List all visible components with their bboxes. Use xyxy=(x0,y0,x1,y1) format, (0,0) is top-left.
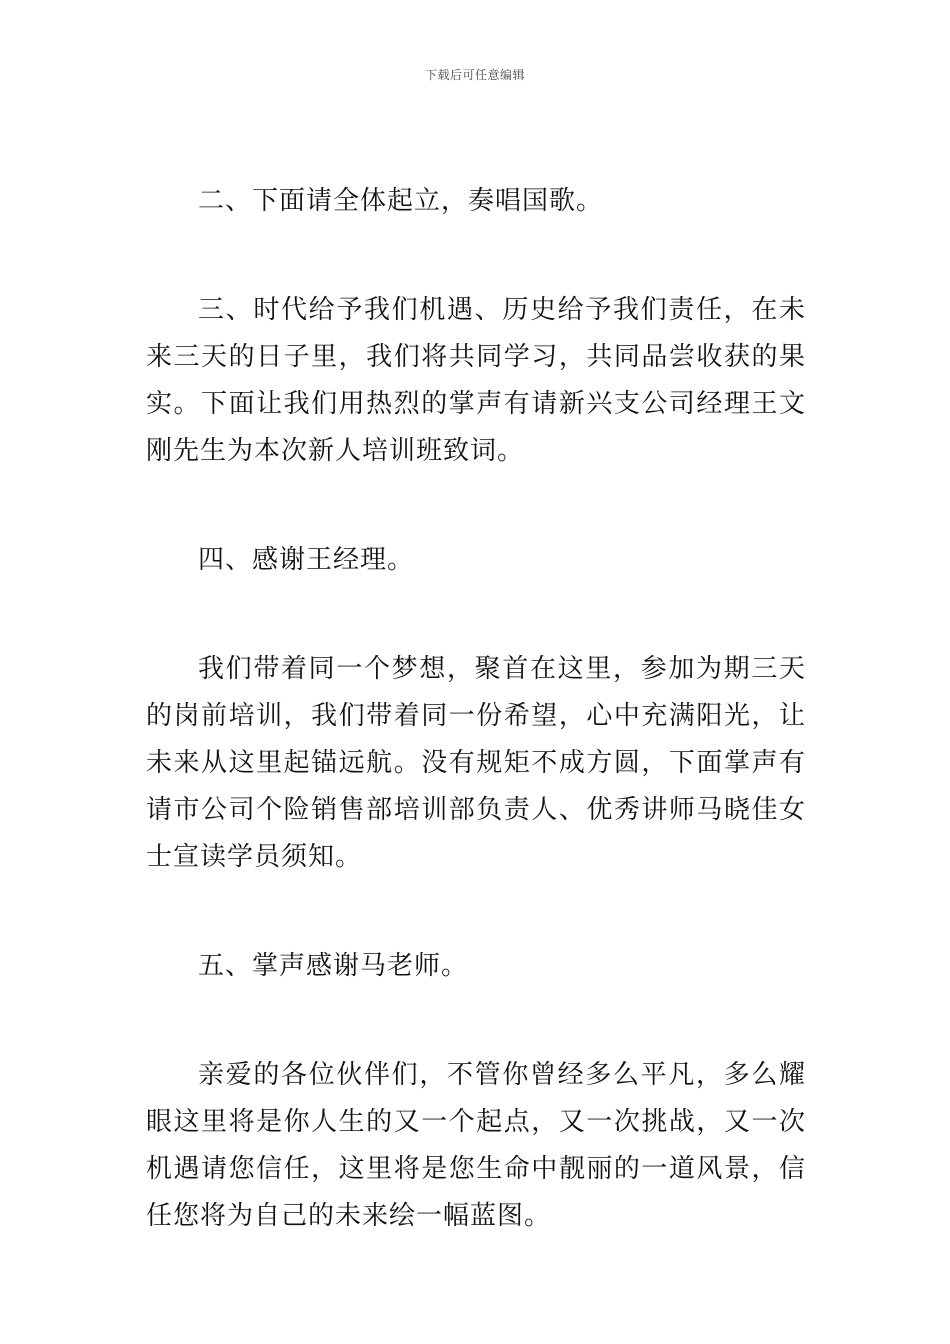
paragraph-thanks-manager: 四、感谢王经理。 xyxy=(198,545,415,575)
paragraph-manager-speech: 三、时代给予我们机遇、历史给予我们责任，在未来三天的日子里，我们将共同学习，共同品尝收获的果实。下面让我们用热烈的掌声有请新兴支公司经理王文刚先生为本次新人培训班致词。 xyxy=(146,295,806,466)
paragraph-training-intro: 我们带着同一个梦想，聚首在这里，参加为期三天的岗前培训，我们带着同一份希望，心中充满阳光，让未来从这里起锚远航。没有规矩不成方圆，下面掌声有请市公司个险销售部培训部负责人、优秀讲师马晓佳女士宣读学员须知。 xyxy=(146,654,806,872)
paragraph-thanks-teacher: 五、掌声感谢马老师。 xyxy=(198,951,469,981)
paragraph-closing: 亲爱的各位伙伴们，不管你曾经多么平凡，多么耀眼这里将是你人生的又一个起点，又一次挑战，又一次机遇请您信任，这里将是您生命中靓丽的一道风景，信任您将为自己的未来绘一幅蓝图。 xyxy=(146,1060,806,1231)
document-body xyxy=(146,178,806,1240)
paragraph-anthem: 二、下面请全体起立，奏唱国歌。 xyxy=(198,186,604,216)
page-header-note: 下载后可任意编辑 xyxy=(424,68,525,82)
